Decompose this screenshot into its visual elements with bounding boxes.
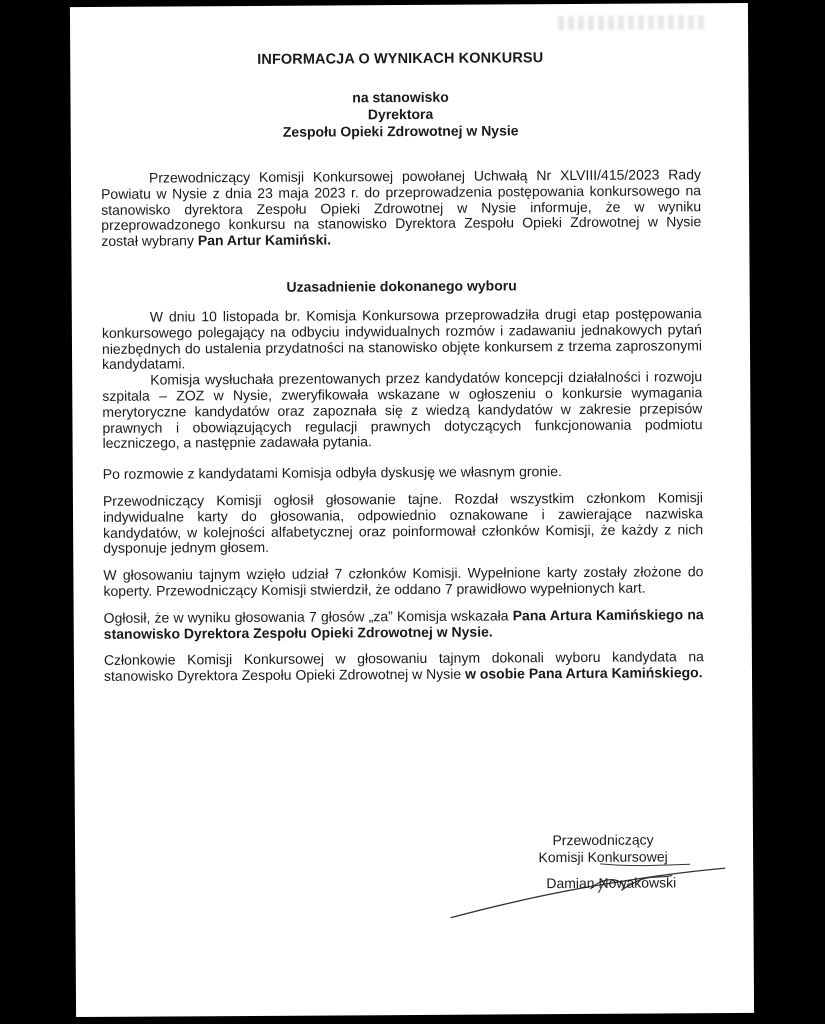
paragraph-7 xyxy=(104,650,704,685)
paragraph-7-bold: w osobie Pana Artura Kamińskiego. xyxy=(464,664,703,682)
paragraph-6-text: Ogłosił, że w wyniku głosowania 7 głosów „za” Komisja wskazała xyxy=(103,607,513,626)
paragraph-1: W dniu 10 listopada br. Komisja Konkursowa przeprowadziła drugi etap postępowania konkursowego polegający na odbyciu indywidualnych rozmów i zadawaniu jednakowych pytań niezbędnych do ustalenia przydatności na stanowisko objęte konkursem z trzema zaproszonymi kandydatami. xyxy=(101,305,703,373)
paragraph-2: Komisja wysłuchała prezentowanych przez kandydatów koncepcji działalności i rozwoju szpitala – ZOZ w Nysie, zweryfikowała wskazane w ogłoszeniu o konkursie wymagania merytoryczne kandydatów oraz zapoznała się z wiedzą kandydatów w zakresie przepisów prawnych i obowiązujących regulacji prawnych dotyczących funkcjonowania podmiotu leczniczego, a następnie zadawała pytania. xyxy=(102,368,703,452)
subtitle-line-2: Dyrektora xyxy=(367,105,434,123)
signature-name: Damian Nowakowski xyxy=(546,874,677,892)
bleed-through-text xyxy=(558,15,708,30)
document-page xyxy=(70,3,754,1017)
paragraph-5: W głosowaniu tajnym wzięło udział 7 członków Komisji. Wypełnione karty zostały złożone do koperty. Przewodniczący Komisji stwierdził, że oddano 7 prawidłowo wypełnionych kart. xyxy=(103,563,704,599)
intro-bold: Pan Artur Kamiński. xyxy=(197,231,332,249)
paragraph-6 xyxy=(104,607,704,642)
paragraph-6-bold: Pana Artura Kamińskiego na stanowisko Dyrektora Zespołu Opieki Zdrowotnej w Nysie. xyxy=(103,605,704,642)
paragraph-7-text: Członkowie Komisji Konkursowej w głosowaniu tajnym dokonali wyboru kandydata na stanowisko Dyrektora Zespołu Opieki Zdrowotnej w Nysie xyxy=(103,648,704,685)
document-title: INFORMACJA O WYNIKACH KONKURSU xyxy=(257,50,544,68)
intro-paragraph xyxy=(101,167,701,250)
subtitle-line-1: na stanowisko xyxy=(352,88,449,106)
section-heading: Uzasadnienie dokonanego wyboru xyxy=(286,277,517,295)
intro-text: Przewodniczący Komisji Konkursowej powołanej Uchwałą Nr XLVIII/415/2023 Rady Powiatu w Nysie z dnia 23 maja 2023 r. do przeprowadzenia postępowania konkursowego na stanowisko dyrektora Zespołu Opieki Zdrowotnej w Nysie informuje, że w wyniku przeprowadzonego konkursu na stanowisko Dyrektora Zespołu Opieki Zdrowotnej w Nysie został wybrany xyxy=(101,166,702,250)
signature-block xyxy=(523,831,683,891)
signature-line-2: Komisji Konkursowej xyxy=(538,847,668,865)
document-subtitle xyxy=(100,87,700,142)
signature-line-1: Przewodniczący xyxy=(552,831,654,849)
paragraph-4: Przewodniczący Komisji ogłosił głosowanie tajne. Rozdał wszystkim członkom Komisji indywidualne karty do głosowania, odpowiednio oznakowane i zawierające nazwiska kandydatów, w kolejności alfabetycznej oraz poinformował członków Komisji, że każdy z nich dysponuje jednym głosem. xyxy=(102,489,704,557)
paragraph-3: Po rozmowie z kandydatami Komisja odbyła dyskusję we własnym gronie. xyxy=(102,463,562,483)
subtitle-line-3: Zespołu Opieki Zdrowotnej w Nysie xyxy=(282,122,519,140)
